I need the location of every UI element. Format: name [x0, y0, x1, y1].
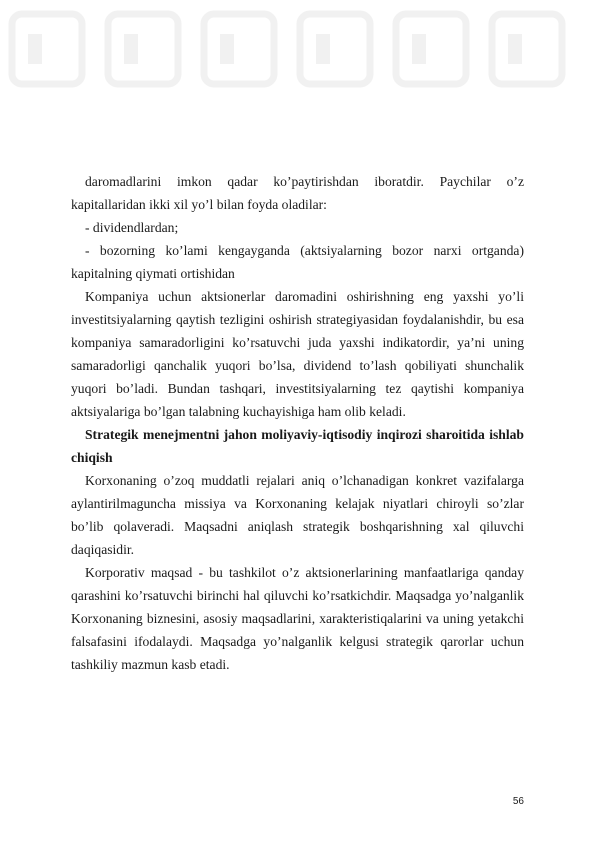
paragraph-4: Kompaniya uchun aktsionerlar daromadini oshirishning eng yaxshi yo’li investitsiyalarning qaytish tezligini oshirish strategiyasidan foydalanishdir, bu esa kompaniya samaradorligini ko’rsatuvchi juda yaxshi indikatordir, ya’ni uning samaradorligi qanchalik yuqori bo’lsa, dividend to’lash qobiliyati shunchalik yuqori bo’ladi. Bundan tashqari, investitsiyalarning tez qaytishi kompaniya aktsiyalariga bo’lgan talabning kuchayishiga ham olib keladi. [71, 289, 524, 419]
watermark [0, 0, 595, 120]
page-number: 56 [512, 796, 524, 807]
paragraph-6: Korxonaning o’zoq muddatli rejalari aniq o’lchanadigan konkret vazifalarga aylantirilmaguncha missiya va Korxonaning kelajak niyatlari chiroyli so’zlar bo’lib qolaveradi. Maqsadni aniqlash strategik boshqarishning xal qiluvchi daqiqasidir. [71, 473, 524, 557]
paragraph-2: - dividendlardan; [85, 220, 179, 235]
paragraph-7: Korporativ maqsad - bu tashkilot o’z aktsionerlarining manfaatlariga qanday qarashini ko’rsatuvchi birinchi hal qiluvchi ko’rsatkichdir. Maqsadga yo’nalganlik Korxonaning biznesini, asosiy maqsadlarini, xarakteristiqalarini va uning yetakchi falsafasini ifodalaydi. Maqsadga yo’nalganlik kelgusi strategik qarorlar uchun tashkiliy mazmun kasb etadi. [71, 565, 524, 672]
section-heading: Strategik menejmentni jahon moliyaviy-iqtisodiy inqirozi sharoitida ishlab chiqish [71, 427, 524, 465]
document-body [71, 170, 524, 676]
paragraph-1: daromadlarini imkon qadar ko’paytirishdan iboratdir. Paychilar o’z kapitallaridan ikki xil yo’l bilan foyda oladilar: [71, 174, 524, 212]
paragraph-3: - bozorning ko’lami kengayganda (aktsiyalarning bozor narxi ortganda) kapitalning qiymati ortishidan [71, 243, 524, 281]
